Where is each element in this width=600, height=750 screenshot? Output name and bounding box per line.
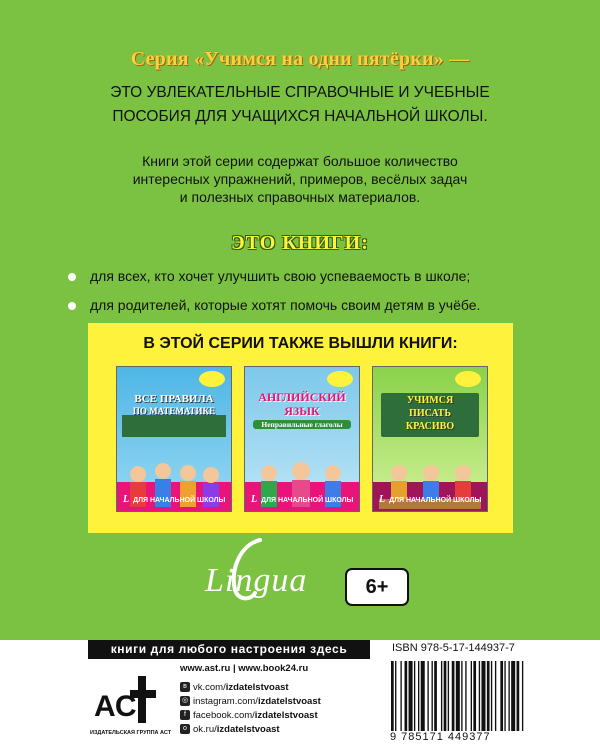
social-prefix: instagram.com/ <box>193 696 258 707</box>
book-footer: L ДЛЯ НАЧАЛЬНОЙ ШКОЛЫ <box>123 494 226 505</box>
book-title-2: ЯЗЫК <box>284 404 320 418</box>
description-line-2: интересных упражнений, примеров, весёлых задач <box>132 171 468 187</box>
description-line-1: Книги этой серии содержат большое количество <box>142 153 458 169</box>
instagram-icon: ◎ <box>181 697 189 705</box>
subtitle-line-2: ПОСОБИЯ ДЛЯ УЧАЩИХСЯ НАЧАЛЬНОЙ ШКОЛЫ. <box>112 108 488 125</box>
book-cover-math <box>116 366 232 512</box>
lingua-logo: Lingua <box>205 562 308 599</box>
isbn-label: ISBN 978-5-17-144937-7 <box>392 642 515 654</box>
description <box>80 152 520 206</box>
book-subtitle: Неправильные глаголы <box>253 420 351 429</box>
book-footer-text: ДЛЯ НАЧАЛЬНОЙ ШКОЛЫ <box>133 497 226 504</box>
book-title-2: ПИСАТЬ <box>409 408 451 419</box>
book-footer: L ДЛЯ НАЧАЛЬНОЙ ШКОЛЫ <box>379 494 482 505</box>
social-prefix: vk.com/ <box>193 682 226 693</box>
list-item-text: для всех, кто хочет улучшить свою успеваемость в школе; <box>90 268 471 284</box>
social-prefix: facebook.com/ <box>193 710 255 721</box>
book-cover-english <box>244 366 360 512</box>
bullet-icon <box>68 302 76 310</box>
social-handle: izdatelstvoast <box>216 724 280 735</box>
social-handle: izdatelstvoast <box>225 682 289 693</box>
list-item <box>68 262 568 291</box>
book-title-2: ПО МАТЕМАТИКЕ <box>132 406 216 416</box>
series-badge-icon <box>455 371 481 387</box>
publisher-caption: ИЗДАТЕЛЬСКАЯ ГРУППА АСТ <box>90 730 172 736</box>
ast-publisher-logo <box>90 668 160 728</box>
social-handle: izdatelstvoast <box>254 710 318 721</box>
list-item <box>68 291 568 320</box>
facebook-icon: f <box>180 710 190 720</box>
barcode-icon <box>385 657 590 737</box>
social-link-ok[interactable] <box>180 724 280 735</box>
series-title: Серия «Учимся на одни пятёрки» — <box>130 48 470 70</box>
book-cover-writing <box>372 366 488 512</box>
website-links[interactable]: www.ast.ru | www.book24.ru <box>180 663 309 674</box>
age-rating-badge: 6+ <box>345 568 409 606</box>
series-books-title: В ЭТОЙ СЕРИИ ТАКЖЕ ВЫШЛИ КНИГИ: <box>143 335 458 352</box>
series-badge-icon <box>327 371 353 387</box>
vk-icon: в <box>180 682 190 692</box>
social-handle: izdatelstvoast <box>257 696 321 707</box>
barcode-number: 9 785171 449377 <box>390 731 491 743</box>
social-link-vk[interactable] <box>180 682 289 693</box>
book-title-1: АНГЛИЙСКИЙ <box>258 390 346 404</box>
book-footer-text: ДЛЯ НАЧАЛЬНОЙ ШКОЛЫ <box>261 497 354 504</box>
series-badge-icon <box>199 371 225 387</box>
book-title-3: КРАСИВО <box>405 421 455 432</box>
book-title-1: УЧИМСЯ <box>406 395 454 406</box>
social-link-instagram[interactable] <box>180 696 321 707</box>
book-footer: L ДЛЯ НАЧАЛЬНОЙ ШКОЛЫ <box>251 494 354 505</box>
social-prefix: ok.ru/ <box>193 724 217 735</box>
ok-icon: о <box>180 724 190 734</box>
bullet-icon <box>68 273 76 281</box>
books-heading: ЭТО КНИГИ: <box>231 232 369 254</box>
chalkboard-icon <box>122 415 226 437</box>
series-books-panel <box>88 323 513 533</box>
audience-list <box>68 262 568 320</box>
book-footer-text: ДЛЯ НАЧАЛЬНОЙ ШКОЛЫ <box>389 497 482 504</box>
description-line-3: и полезных справочных материалов. <box>179 189 421 205</box>
svg-text:АС: АС <box>94 690 137 723</box>
list-item-text: для родителей, которые хотят помочь своим детям в учёбе. <box>90 297 481 313</box>
subtitle-line-1: ЭТО УВЛЕКАТЕЛЬНЫЕ СПРАВОЧНЫЕ И УЧЕБНЫЕ <box>110 84 490 101</box>
social-link-facebook[interactable] <box>180 710 318 721</box>
subtitle <box>60 81 540 129</box>
book-title-1: ВСЕ ПРАВИЛА <box>134 393 214 405</box>
tagline: книги для любого настроения здесь <box>88 640 370 659</box>
